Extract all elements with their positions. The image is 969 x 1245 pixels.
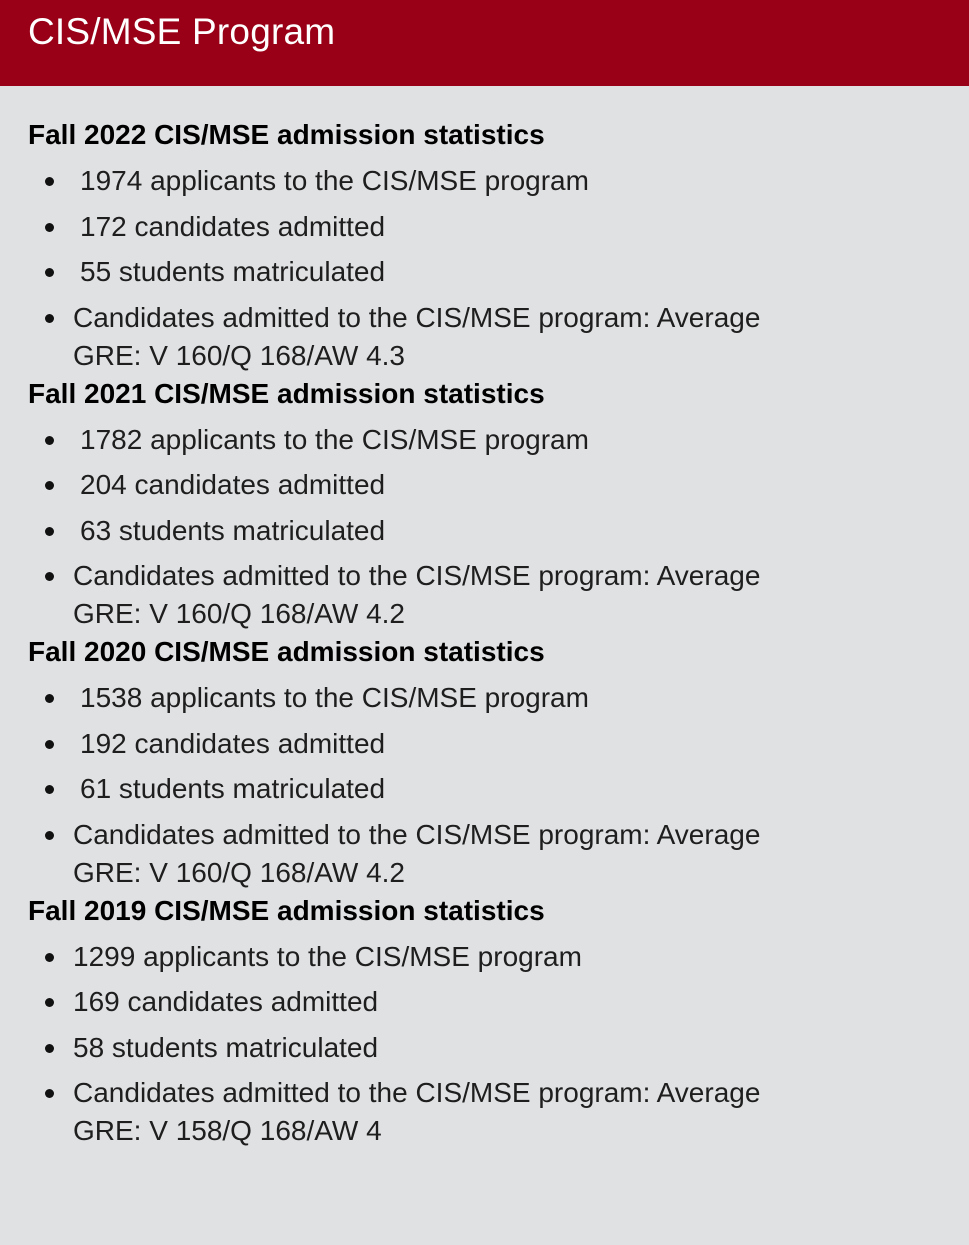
list-item xyxy=(28,162,788,200)
section-heading: Fall 2021 CIS/MSE admission statistics xyxy=(28,377,545,409)
list-item xyxy=(28,983,788,1021)
bullet-icon xyxy=(45,436,54,445)
list-item xyxy=(28,512,788,550)
list-item xyxy=(28,816,788,892)
list-item xyxy=(28,1029,788,1067)
stat-text: 192 candidates admitted xyxy=(80,727,386,759)
stat-text: 63 students matriculated xyxy=(80,514,386,546)
bullet-icon xyxy=(45,740,54,749)
stat-text: Candidates admitted to the CIS/MSE program: Average GRE: V 160/Q 168/AW 4.3 xyxy=(73,301,761,371)
list-item xyxy=(28,938,788,976)
list-item xyxy=(28,421,788,459)
stat-list xyxy=(28,412,788,634)
bullet-icon xyxy=(45,177,54,186)
list-item xyxy=(28,725,788,763)
section-heading: Fall 2022 CIS/MSE admission statistics xyxy=(28,119,545,150)
bullet-icon xyxy=(45,481,54,490)
section-fall-2022 xyxy=(28,117,969,375)
bullet-icon xyxy=(45,572,54,581)
stat-text: 1974 applicants to the CIS/MSE program xyxy=(80,165,589,196)
stat-text: Candidates admitted to the CIS/MSE program: Average GRE: V 158/Q 168/AW 4 xyxy=(73,1077,761,1146)
stat-list xyxy=(28,929,788,1151)
stat-text: Candidates admitted to the CIS/MSE program: Average GRE: V 160/Q 168/AW 4.2 xyxy=(73,560,761,629)
section-heading: Fall 2020 CIS/MSE admission statistics xyxy=(28,636,545,667)
stat-text: 61 students matriculated xyxy=(80,773,386,804)
stat-text: 58 students matriculated xyxy=(73,1031,379,1063)
list-item xyxy=(28,208,788,246)
stat-text: 1782 applicants to the CIS/MSE program xyxy=(80,423,589,455)
bullet-icon xyxy=(45,527,54,536)
section-heading: Fall 2019 CIS/MSE admission statistics xyxy=(28,894,545,926)
bullet-icon xyxy=(45,1089,54,1098)
stat-text: 169 candidates admitted xyxy=(73,986,379,1017)
bullet-icon xyxy=(45,831,54,840)
list-item xyxy=(28,679,788,717)
stat-text: 1538 applicants to the CIS/MSE program xyxy=(80,682,589,713)
stat-text: 1299 applicants to the CIS/MSE program xyxy=(73,940,582,972)
stat-text: 172 candidates admitted xyxy=(80,210,386,242)
stats-content xyxy=(0,86,969,1150)
bullet-icon xyxy=(45,1044,54,1053)
section-fall-2020 xyxy=(28,634,969,892)
list-item xyxy=(28,770,788,808)
stat-text: Candidates admitted to the CIS/MSE program: Average GRE: V 160/Q 168/AW 4.2 xyxy=(73,818,761,888)
stat-text: 204 candidates admitted xyxy=(80,469,386,500)
list-item xyxy=(28,557,788,633)
bullet-icon xyxy=(45,223,54,232)
list-item xyxy=(28,299,788,375)
bullet-icon xyxy=(45,314,54,323)
bullet-icon xyxy=(45,998,54,1007)
bullet-icon xyxy=(45,953,54,962)
page-title: CIS/MSE Program xyxy=(28,11,336,52)
page-header xyxy=(0,0,969,86)
section-fall-2019 xyxy=(28,893,969,1151)
stat-list xyxy=(28,670,788,892)
stat-list xyxy=(28,153,788,375)
list-item xyxy=(28,253,788,291)
stat-text: 55 students matriculated xyxy=(80,256,386,287)
section-fall-2021 xyxy=(28,376,969,634)
list-item xyxy=(28,466,788,504)
bullet-icon xyxy=(45,268,54,277)
bullet-icon xyxy=(45,694,54,703)
list-item xyxy=(28,1074,788,1150)
bullet-icon xyxy=(45,785,54,794)
